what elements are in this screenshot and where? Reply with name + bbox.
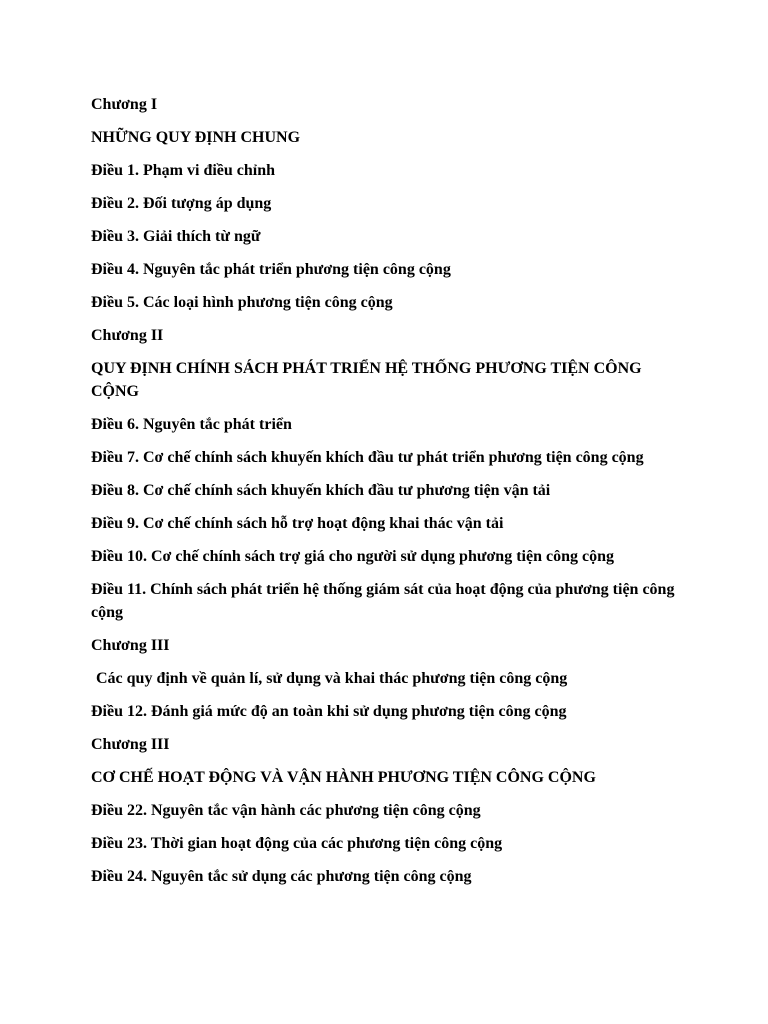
article-line: Điều 3. Giải thích từ ngữ [91,228,261,245]
chapter-heading: Chương I [91,96,158,113]
article-line: Điều 24. Nguyên tắc sử dụng các phương tiện công cộng [91,868,472,885]
chapter-heading: Chương III [91,637,170,654]
article-line: Điều 4. Nguyên tắc phát triển phương tiện công cộng [91,261,451,278]
article-line: Điều 22. Nguyên tắc vận hành các phương tiện công cộng [91,802,481,819]
article-line: Điều 1. Phạm vi điều chỉnh [91,162,276,179]
document-page [91,93,681,898]
article-line: Điều 6. Nguyên tắc phát triển [91,416,292,433]
article-line: Điều 12. Đánh giá mức độ an toàn khi sử dụng phương tiện công cộng [91,703,567,720]
chapter-title: CƠ CHẾ HOẠT ĐỘNG VÀ VẬN HÀNH PHƯƠNG TIỆN CÔNG CỘNG [91,769,596,786]
article-line: Điều 7. Cơ chế chính sách khuyến khích đầu tư phát triển phương tiện công cộng [91,449,644,466]
article-line: Điều 2. Đối tượng áp dụng [91,195,272,212]
chapter-title: QUY ĐỊNH CHÍNH SÁCH PHÁT TRIỂN HỆ THỐNG PHƯƠNG TIỆN CÔNG CỘNG [91,360,642,400]
chapter-heading: Chương III [91,736,170,753]
article-line: Điều 11. Chính sách phát triển hệ thống giám sát của hoạt động của phương tiện công cộng [91,581,675,621]
chapter-heading: Chương II [91,327,164,344]
chapter-title: NHỮNG QUY ĐỊNH CHUNG [91,129,301,146]
article-line: Điều 8. Cơ chế chính sách khuyến khích đầu tư phương tiện vận tải [91,482,551,499]
article-line: Điều 10. Cơ chế chính sách trợ giá cho người sử dụng phương tiện công cộng [91,548,614,565]
article-line: Điều 9. Cơ chế chính sách hỗ trợ hoạt động khai thác vận tải [91,515,504,532]
article-line: Điều 5. Các loại hình phương tiện công cộng [91,294,393,311]
chapter-title: Các quy định về quản lí, sử dụng và khai thác phương tiện công cộng [96,670,568,687]
article-line: Điều 23. Thời gian hoạt động của các phương tiện công cộng [91,835,503,852]
